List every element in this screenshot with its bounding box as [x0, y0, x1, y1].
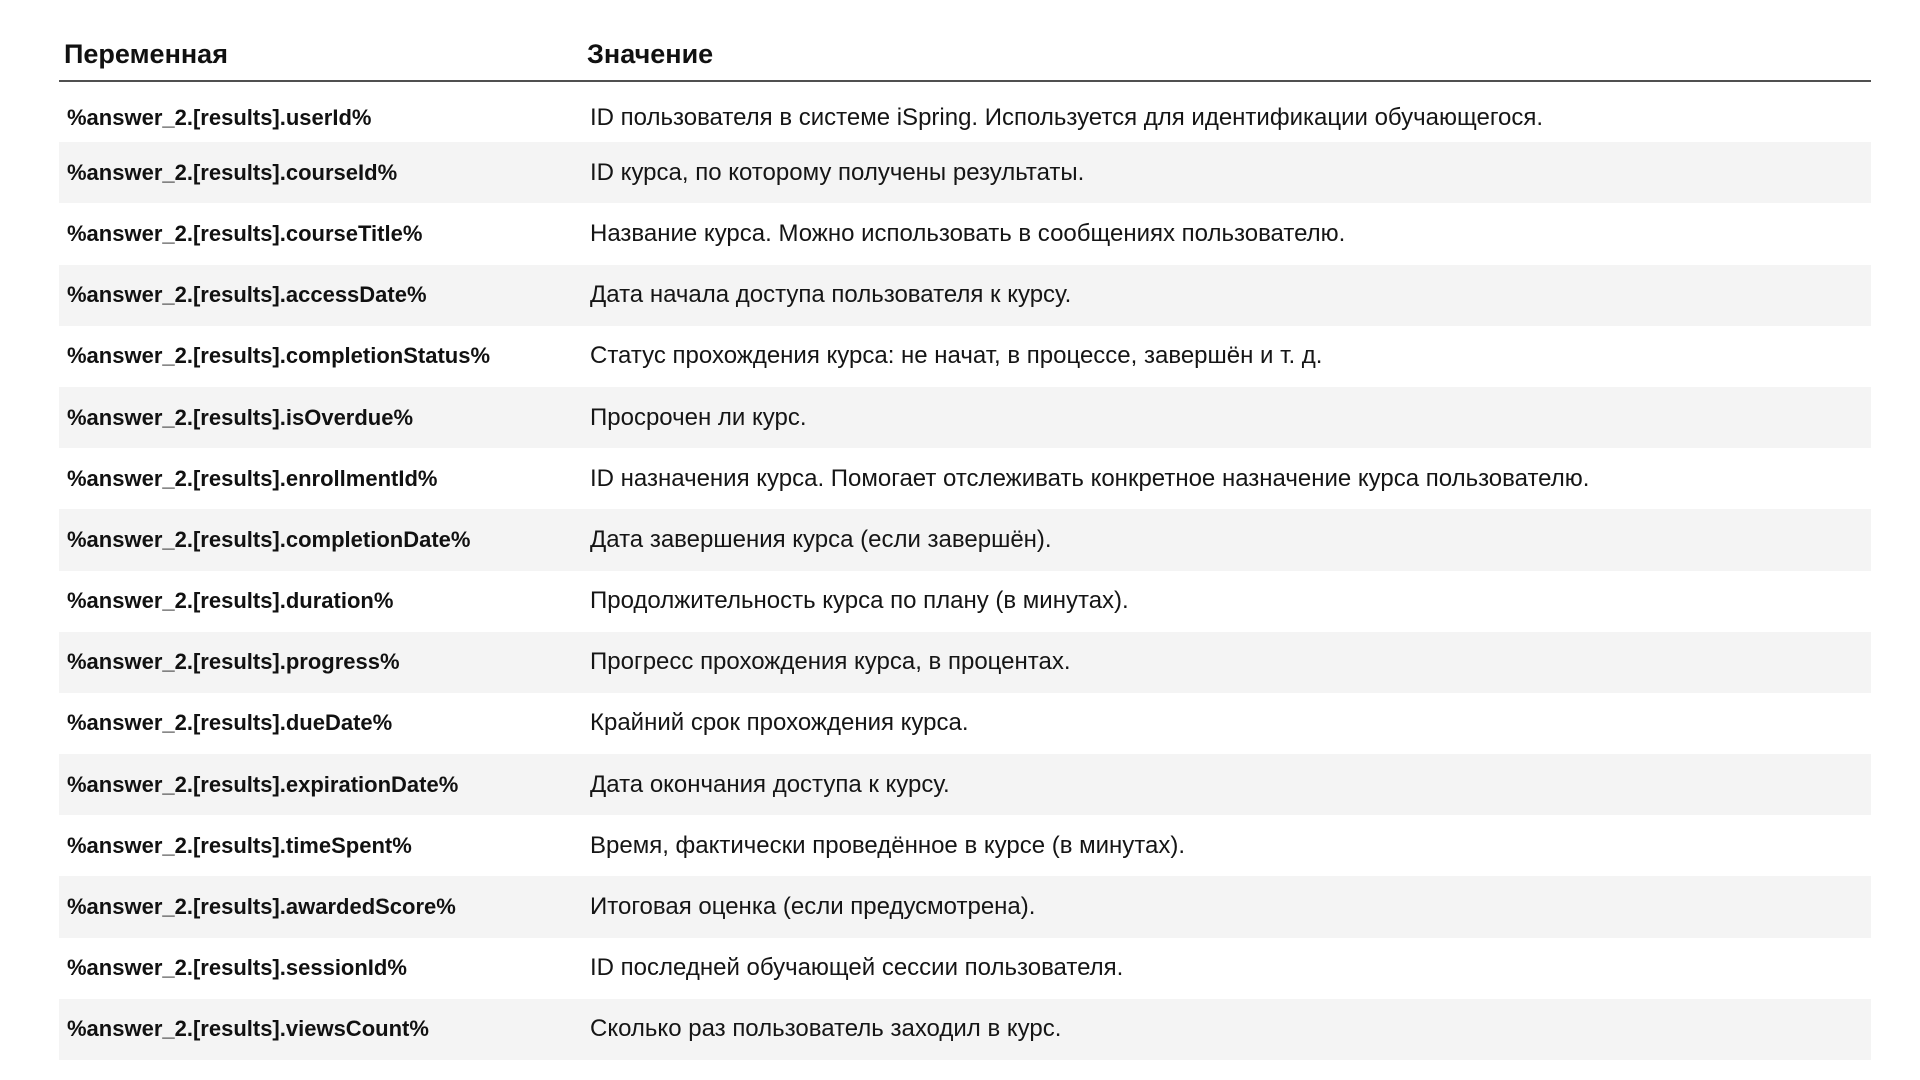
variable-name-cell: %answer_2.[results].accessDate%: [67, 282, 427, 308]
variable-name-cell: %answer_2.[results].dueDate%: [67, 710, 393, 736]
variable-name-cell: %answer_2.[results].duration%: [67, 588, 394, 614]
variable-description-cell: ID курса, по которому получены результаты.: [590, 158, 1085, 186]
variable-name-cell: %answer_2.[results].expirationDate%: [67, 771, 459, 797]
table-body: [59, 81, 1871, 1060]
table-row: [59, 938, 1871, 999]
variable-description-cell: ID назначения курса. Помогает отслеживать конкретное назначение курса пользователю.: [590, 464, 1590, 492]
table-row: [59, 999, 1871, 1060]
variable-name-cell: %answer_2.[results].progress%: [67, 649, 400, 675]
variable-description-cell: Итоговая оценка (если предусмотрена).: [590, 893, 1036, 921]
variable-name-cell: %answer_2.[results].timeSpent%: [67, 832, 412, 858]
variable-description-cell: Название курса. Можно использовать в сообщениях пользователю.: [590, 219, 1346, 247]
variable-description-cell: ID пользователя в системе iSpring. Используется для идентификации обучающегося.: [590, 104, 1544, 132]
variable-name-cell: %answer_2.[results].sessionId%: [67, 955, 407, 981]
table-row: [59, 632, 1871, 693]
table-row: [59, 326, 1871, 387]
variable-description-cell: Дата окончания доступа к курсу.: [590, 770, 950, 798]
variable-description-cell: ID последней обучающей сессии пользователя.: [590, 954, 1124, 982]
variable-name-cell: %answer_2.[results].completionStatus%: [67, 343, 491, 369]
variable-description-cell: Статус прохождения курса: не начат, в процессе, завершён и т. д.: [590, 342, 1323, 370]
variable-description-cell: Просрочен ли курс.: [590, 403, 807, 431]
table-row: [59, 571, 1871, 632]
table-row: [59, 448, 1871, 509]
variable-description-cell: Сколько раз пользователь заходил в курс.: [590, 1015, 1062, 1043]
variable-name-cell: %answer_2.[results].userId%: [67, 105, 372, 131]
table-row: [59, 203, 1871, 264]
variable-name-cell: %answer_2.[results].completionDate%: [67, 526, 471, 552]
variable-description-cell: Дата начала доступа пользователя к курсу.: [590, 281, 1072, 309]
variable-description-cell: Крайний срок прохождения курса.: [590, 709, 969, 737]
table-row: [59, 815, 1871, 876]
variable-name-cell: %answer_2.[results].awardedScore%: [67, 894, 456, 920]
table-row: [59, 387, 1871, 448]
header-row: [59, 28, 1871, 81]
variable-description-cell: Дата завершения курса (если завершён).: [590, 525, 1052, 553]
table-row: [59, 693, 1871, 754]
table-row: [59, 509, 1871, 570]
variable-description-cell: Время, фактически проведённое в курсе (в минутах).: [590, 831, 1186, 859]
variable-name-cell: %answer_2.[results].viewsCount%: [67, 1016, 429, 1042]
variables-table: [59, 28, 1871, 1060]
table-row: [59, 754, 1871, 815]
variable-name-cell: %answer_2.[results].courseTitle%: [67, 220, 423, 246]
column-header-variable: Переменная: [59, 28, 583, 81]
variable-name-cell: %answer_2.[results].isOverdue%: [67, 404, 414, 430]
table-header: [59, 28, 1871, 81]
variable-description-cell: Прогресс прохождения курса, в процентах.: [590, 648, 1071, 676]
table-row: [59, 142, 1871, 203]
variable-description-cell: Продолжительность курса по плану (в минутах).: [590, 587, 1129, 615]
variable-name-cell: %answer_2.[results].courseId%: [67, 159, 398, 185]
table-row: [59, 265, 1871, 326]
table-row: [59, 876, 1871, 937]
variable-name-cell: %answer_2.[results].enrollmentId%: [67, 465, 438, 491]
table-row: [59, 81, 1871, 142]
column-header-value: Значение: [583, 28, 1871, 81]
